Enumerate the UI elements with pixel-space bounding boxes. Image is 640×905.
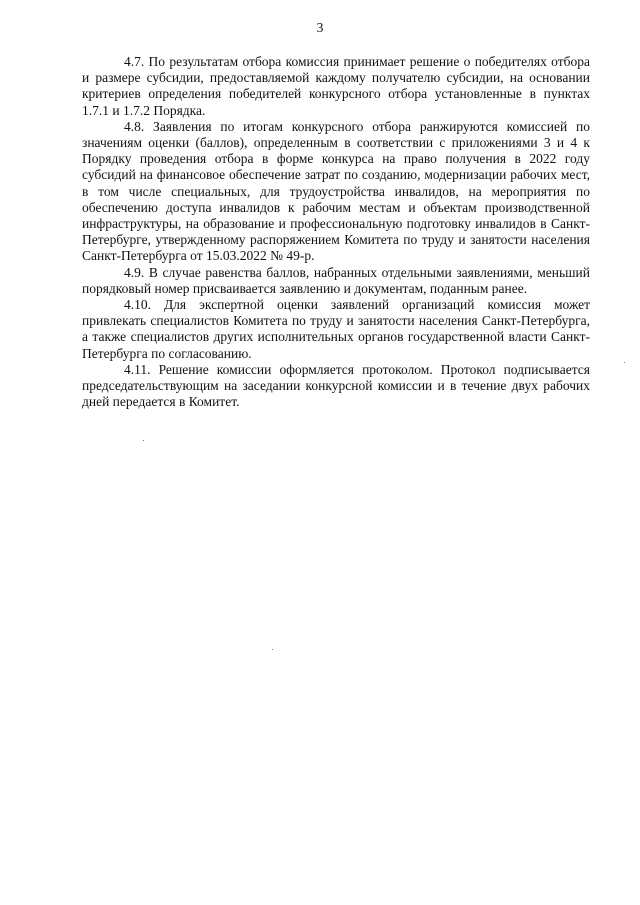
page-number: 3 [316, 20, 324, 35]
scan-speck [143, 440, 144, 441]
paragraph-4-8: 4.8. Заявления по итогам конкурсного отбора ранжируются комиссией по значениям оценки (баллов), определенным в соответствии с приложениями 3 и 4 к Порядку проведения отбора в форме конкурса на право получения в 2022 году субсидий на финансовое обеспечение затрат по созданию, модернизации рабочих мест, в том числе специальных, для трудоустройства инвалидов, на мероприятия по обеспечению доступа инвалидов к рабочим местам и объектам производственной инфраструктуры, на образование и профессиональную подготовку инвалидов в Санкт-Петербурге, утвержденному распоряжением Комитета по труду и занятости населения Санкт-Петербурга от 15.03.2022 № 49-р. [82, 118, 590, 264]
paragraph-4-10: 4.10. Для экспертной оценки заявлений организаций комиссия может привлекать специалистов Комитета по труду и занятости населения Санкт-Петербурга, а также специалистов других исполнительных органов государственной власти Санкт-Петербурга по согласованию. [82, 297, 590, 361]
paragraph-4-7: 4.7. По результатам отбора комиссия принимает решение о победителях отбора и размере субсидии, предоставляемой каждому получателю субсидии, на основании критериев определения победителей конкурсного отбора установленные в пунктах 1.7.1 и 1.7.2 Порядка. [82, 54, 590, 118]
scan-speck [624, 362, 625, 363]
paragraph-4-9: 4.9. В случае равенства баллов, набранных отдельными заявлениями, меньший порядковый номер присваивается заявлению и документам, поданным ранее. [82, 264, 590, 296]
paragraph-4-11: 4.11. Решение комиссии оформляется протоколом. Протокол подписывается председательствующим на заседании конкурсной комиссии и в течение двух рабочих дней передается в Комитет. [82, 361, 590, 410]
document-body [82, 54, 590, 410]
scan-speck [272, 649, 273, 650]
